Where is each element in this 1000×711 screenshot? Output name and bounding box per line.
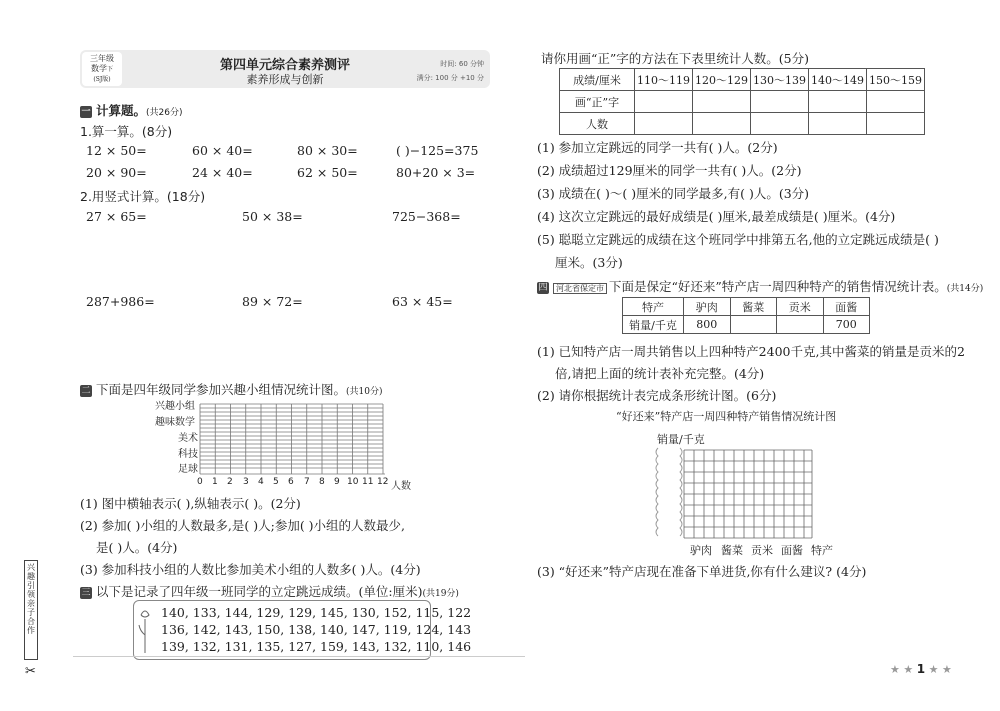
x-tick: 4	[258, 477, 264, 487]
time-limit: 时间: 60 分钟	[440, 60, 484, 68]
term-label: 下	[106, 66, 113, 73]
section-number-badge: 四	[538, 282, 548, 293]
star-icon: ★ ★	[890, 663, 914, 676]
table-header-cell: 贡米	[777, 298, 824, 316]
table-header-cell: 驴肉	[684, 298, 731, 316]
s3-question-5: (5) 聪聪立定跳远的成绩在这个班同学中排第五名,他的立定跳远成绩是( )	[537, 232, 939, 247]
tulip-icon	[138, 605, 152, 655]
table-header-cell: 酱菜	[730, 298, 777, 316]
q1-title: 1.算一算。(8分)	[80, 124, 173, 139]
page-number: 1	[916, 662, 926, 676]
page-subtitle: 素养形成与创新	[246, 73, 324, 86]
calc-item: 24 × 40=	[192, 165, 253, 180]
table-header-cell: 120～129	[693, 69, 751, 91]
vertical-calc-item: 287+986=	[86, 294, 155, 309]
section-1-heading	[80, 101, 183, 119]
row-label: 画“正”字	[560, 91, 635, 113]
section-points: (共10分)	[346, 387, 383, 397]
answer-cell[interactable]	[693, 113, 751, 135]
table-header-cell: 面酱	[823, 298, 870, 316]
table-cell: 700	[823, 316, 870, 334]
answer-cell[interactable]	[751, 91, 809, 113]
subject-label: 数学	[90, 64, 107, 73]
section-title: 下面是四年级同学参加兴趣小组情况统计图。	[96, 382, 347, 397]
bottom-divider	[73, 656, 525, 657]
calc-item: 80 × 30=	[297, 143, 358, 158]
x-tick: 5	[273, 477, 279, 487]
y-axis-unit: 销量/千克	[657, 433, 705, 446]
answer-cell[interactable]	[751, 113, 809, 135]
vertical-calc-item: 50 × 38=	[242, 209, 303, 224]
s3-question-5-cont: 厘米。(3分)	[555, 255, 623, 270]
calc-item: ( )−125=375	[396, 143, 479, 158]
s4-question-1: (1) 已知特产店一周共销售以上四种特产2400千克,其中酱菜的销量是贡米的2	[537, 344, 965, 359]
vertical-calc-item: 27 × 65=	[86, 209, 147, 224]
blank-chart-grid	[652, 446, 832, 542]
chart-category-label: 美术	[178, 433, 198, 444]
x-tick: 12	[377, 477, 389, 487]
page-title: 第四单元综合素养测评	[219, 58, 350, 73]
s2-question-2: (2) 参加( )小组的人数最多,是( )人;参加( )小组的人数最少,	[80, 518, 406, 533]
section-points: (共19分)	[422, 589, 459, 599]
x-tick: 0	[197, 477, 203, 487]
vertical-calc-item: 725−368=	[392, 209, 461, 224]
answer-cell[interactable]	[635, 91, 693, 113]
row-label: 销量/千克	[623, 316, 684, 334]
test-header	[80, 50, 490, 88]
score-row: 140, 133, 144, 129, 129, 145, 130, 152, 115, 122	[161, 605, 472, 620]
region-tag: 河北省保定市	[553, 283, 607, 294]
section-points: (共26分)	[146, 108, 183, 118]
answer-cell[interactable]	[867, 113, 925, 135]
x-tick: 10	[347, 477, 359, 487]
specialty-sales-table	[622, 297, 870, 334]
chart-category-label: 趣味数学	[155, 417, 195, 428]
section-number-badge: 三	[81, 587, 91, 598]
page-number-area	[890, 662, 952, 676]
s2-question-2-cont: 是( )人。(4分)	[96, 540, 178, 555]
vertical-calc-item: 89 × 72=	[242, 294, 303, 309]
s2-question-3: (3) 参加科技小组的人数比参加美术小组的人数多( )人。(4分)	[80, 562, 421, 577]
answer-cell[interactable]	[809, 91, 867, 113]
x-category-label: 驴肉	[690, 544, 712, 557]
star-icon: ★ ★	[928, 663, 952, 676]
answer-cell[interactable]	[867, 91, 925, 113]
x-tick: 6	[288, 477, 294, 487]
calc-item: 12 × 50=	[86, 143, 147, 158]
binding-strip-label: 兴趣引领 亲子合作	[24, 560, 38, 660]
answer-cell[interactable]	[809, 113, 867, 135]
row-label: 人数	[560, 113, 635, 135]
full-score: 满分: 100 分 +10 分	[416, 74, 484, 82]
calc-item: 80+20 × 3=	[396, 165, 476, 180]
x-tick: 11	[362, 477, 374, 487]
chart-category-label: 科技	[178, 449, 198, 460]
chart-y-title: 兴趣小组	[155, 401, 195, 412]
section-number-badge: 一	[81, 106, 91, 117]
x-tick: 9	[334, 477, 340, 487]
scissors-icon: ✂	[25, 664, 36, 679]
table-header-cell: 140～149	[809, 69, 867, 91]
s3-question-2: (2) 成绩超过129厘米的同学一共有( )人。(2分)	[537, 163, 802, 178]
x-axis-unit: 人数	[391, 481, 411, 492]
x-tick: 3	[243, 477, 249, 487]
x-category-label: 贡米	[751, 544, 773, 557]
x-tick: 8	[319, 477, 325, 487]
answer-cell[interactable]	[693, 91, 751, 113]
s4-question-3: (3) “好还来”特产店现在准备下单进货,你有什么建议? (4分)	[537, 564, 867, 579]
answer-cell[interactable]	[730, 316, 777, 334]
x-category-label: 酱菜	[721, 544, 743, 557]
section-title: 计算题。	[96, 103, 147, 118]
section-number-badge: 二	[81, 385, 91, 396]
table-header-cell: 150～159	[867, 69, 925, 91]
table-cell: 800	[684, 316, 731, 334]
s3-question-4: (4) 这次立定跳远的最好成绩是( )厘米,最差成绩是( )厘米。(4分)	[537, 209, 896, 224]
s2-question-1: (1) 图中横轴表示( ),纵轴表示( )。(2分)	[80, 496, 301, 511]
table-header-cell: 成绩/厘米	[560, 69, 635, 91]
s3-question-1: (1) 参加立定跳远的同学一共有( )人。(2分)	[537, 140, 778, 155]
section-title: 下面是保定“好还来”特产店一周四种特产的销售情况统计表。	[609, 279, 947, 294]
section-3-heading	[80, 582, 459, 600]
tally-instruction: 请你用画“正”字的方法在下表里统计人数。(5分)	[541, 51, 809, 66]
x-tick: 7	[304, 477, 310, 487]
bar-chart-title: “好还来”特产店一周四种特产销售情况统计图	[616, 410, 837, 423]
score-row: 136, 142, 143, 150, 138, 140, 147, 119, 124, 143	[161, 622, 472, 637]
calc-item: 60 × 40=	[192, 143, 253, 158]
table-header-cell: 特产	[623, 298, 684, 316]
vertical-calc-item: 63 × 45=	[392, 294, 453, 309]
tally-table	[559, 68, 925, 135]
s3-question-3: (3) 成绩在( )～( )厘米的同学最多,有( )人。(3分)	[537, 186, 810, 201]
x-axis-unit: 特产	[811, 544, 833, 557]
answer-cell[interactable]	[777, 316, 824, 334]
table-header-cell: 110～119	[635, 69, 693, 91]
calc-item: 20 × 90=	[86, 165, 147, 180]
chart-category-label: 足球	[178, 464, 198, 475]
x-tick: 2	[227, 477, 233, 487]
edition-label: (SJ版)	[93, 76, 111, 83]
x-category-label: 面酱	[781, 544, 803, 557]
section-title: 以下是记录了四年级一班同学的立定跳远成绩。(单位:厘米)	[96, 584, 423, 599]
answer-cell[interactable]	[635, 113, 693, 135]
section-4-heading	[537, 277, 983, 295]
q2-title: 2.用竖式计算。(18分)	[80, 189, 206, 204]
section-points: (共14分)	[946, 284, 984, 294]
calc-item: 62 × 50=	[297, 165, 358, 180]
x-tick: 1	[212, 477, 218, 487]
score-row: 139, 132, 131, 135, 127, 159, 143, 132, 110, 146	[161, 639, 472, 654]
chart-grid	[195, 396, 405, 480]
grade-label: 三年级	[90, 54, 114, 63]
table-header-cell: 130～139	[751, 69, 809, 91]
score-record-box	[133, 600, 472, 660]
s4-question-2: (2) 请你根据统计表完成条形统计图。(6分)	[537, 388, 777, 403]
s4-question-1-cont: 倍,请把上面的统计表补充完整。(4分)	[555, 366, 765, 381]
